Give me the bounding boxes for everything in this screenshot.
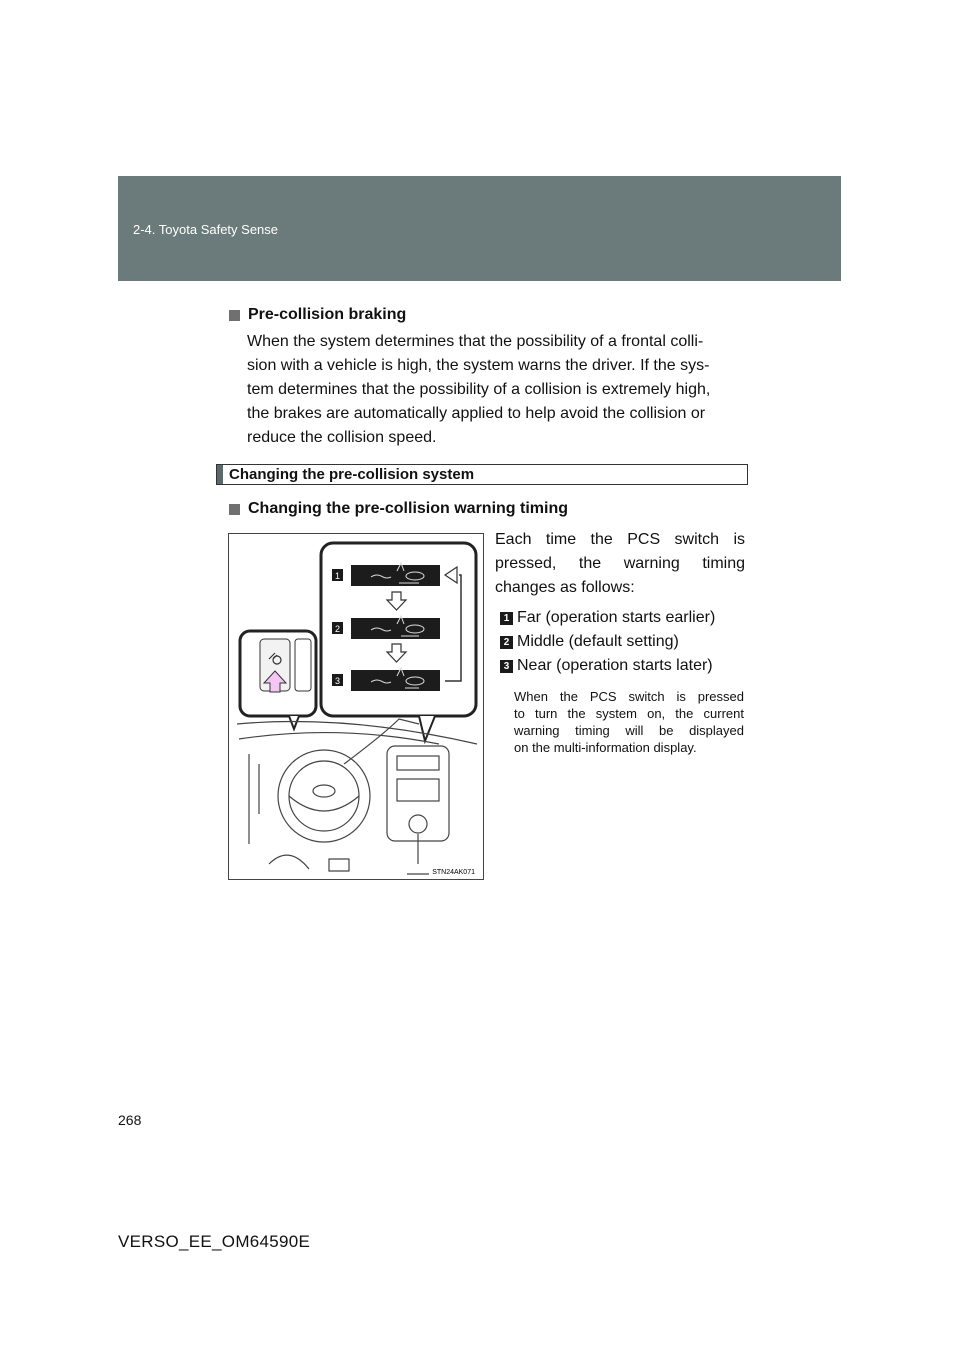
- pcs-switch-illustration: [228, 533, 484, 880]
- label-3: 3: [334, 676, 341, 686]
- changing-system-heading: [216, 464, 748, 485]
- intro-line: pressed, the warning timing: [495, 555, 745, 572]
- warning-timing-heading: [229, 500, 568, 518]
- list-item-text: Middle (default setting): [517, 633, 679, 650]
- dashboard-drawing: [229, 534, 483, 879]
- square-bullet-icon: [229, 504, 240, 515]
- figure-code: STN24AK071: [432, 869, 475, 876]
- para-line: reduce the collision speed.: [247, 429, 437, 446]
- note-line: on the multi-information display.: [514, 740, 697, 755]
- number-badge: 1: [500, 612, 513, 625]
- label-1: 1: [334, 571, 341, 581]
- document-code: VERSO_EE_OM64590E: [118, 1232, 311, 1251]
- note-line: to turn the system on, the current: [514, 706, 744, 721]
- changing-system-heading-text: Changing the pre-collision system: [229, 466, 475, 483]
- number-badge: 2: [500, 636, 513, 649]
- display-panel-1: [351, 563, 440, 586]
- display-panel-3: [351, 668, 440, 691]
- section-title: 2-4. Toyota Safety Sense: [133, 222, 279, 237]
- intro-line: changes as follows:: [495, 579, 635, 596]
- intro-line: Each time the PCS switch is: [495, 531, 745, 548]
- list-item-text: Near (operation starts later): [517, 657, 713, 674]
- number-badge: 3: [500, 660, 513, 673]
- pre-collision-heading-text: Pre-collision braking: [248, 306, 407, 323]
- para-line: sion with a vehicle is high, the system warns the driver. If the sys-: [247, 357, 710, 374]
- list-item-text: Far (operation starts earlier): [517, 609, 716, 626]
- label-2: 2: [334, 624, 341, 634]
- timing-note: [514, 688, 744, 756]
- list-item: [500, 654, 750, 678]
- timing-list: [500, 606, 750, 678]
- para-line: When the system determines that the possibility of a frontal colli-: [247, 333, 704, 350]
- pre-collision-heading: [229, 306, 406, 324]
- note-line: warning timing will be displayed: [514, 723, 744, 738]
- para-line: the brakes are automatically applied to help avoid the collision or: [247, 405, 706, 422]
- para-line: tem determines that the possibility of a collision is extremely high,: [247, 381, 711, 398]
- note-line: When the PCS switch is pressed: [514, 689, 744, 704]
- list-item: [500, 630, 750, 654]
- page-number: 268: [118, 1112, 142, 1128]
- square-bullet-icon: [229, 310, 240, 321]
- heading-bar: [217, 465, 223, 484]
- pre-collision-paragraph: [247, 330, 745, 450]
- dashboard-lines: [237, 719, 477, 874]
- list-item: [500, 606, 750, 630]
- display-panel-2: [351, 616, 440, 639]
- timing-intro: [495, 528, 745, 600]
- chapter-header: [118, 176, 841, 281]
- warning-timing-heading-text: Changing the pre-collision warning timing: [248, 500, 568, 517]
